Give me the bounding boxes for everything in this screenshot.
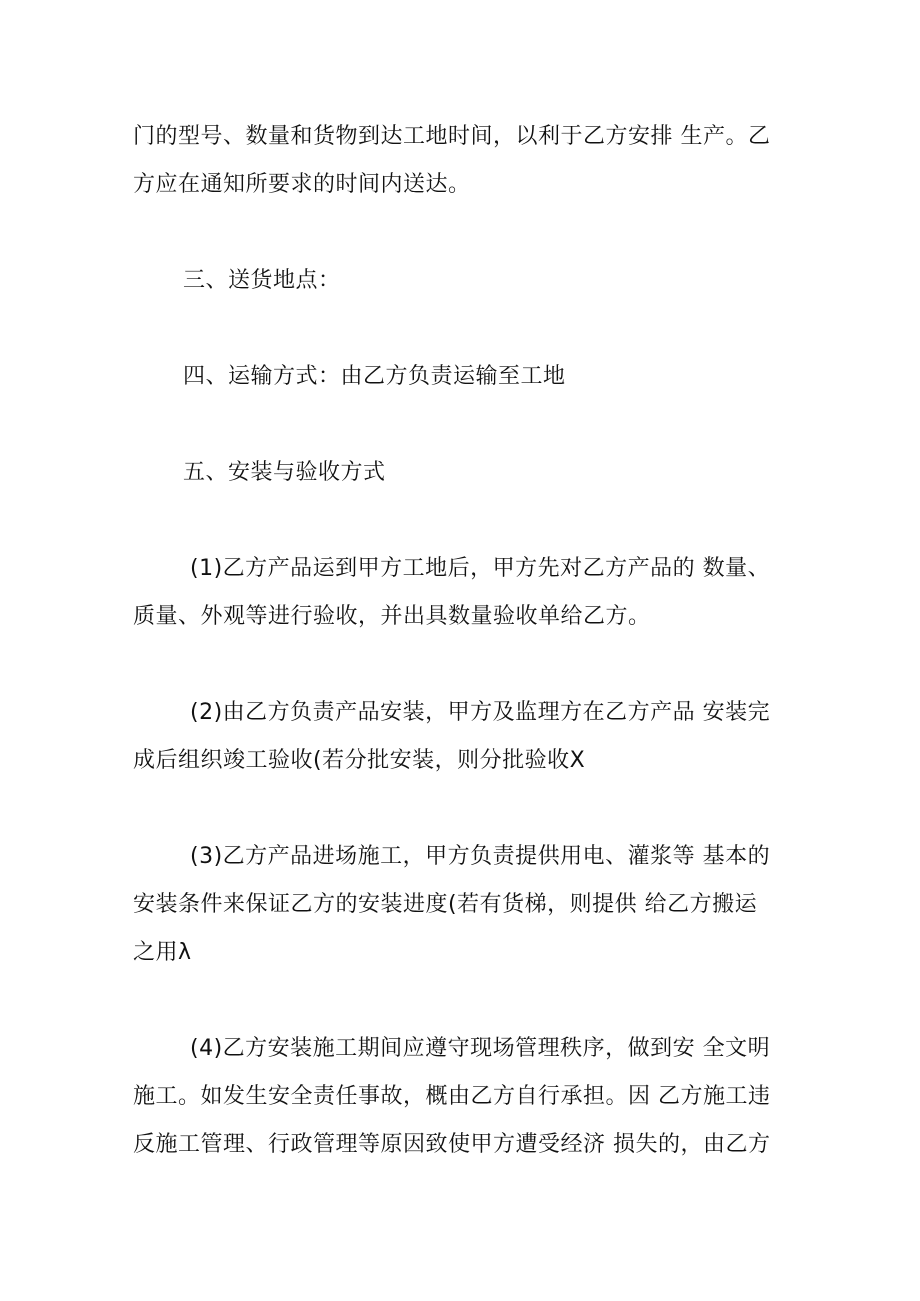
item-2-line: 成后组织竣工验收(若分批安装，则分批验收X [133, 748, 586, 773]
paragraph-line: 门的型号、数量和货物到达工地时间，以利于乙方安排 生产。乙 [133, 124, 771, 149]
item-3-line: 安装条件来保证乙方的安装进度(若有货梯，则提供 给乙方搬运 [133, 892, 758, 917]
item-1-line: (1)乙方产品运到甲方工地后，甲方先对乙方产品的 数量、 [190, 556, 771, 581]
section-heading-4: 四、运输方式：由乙方负责运输至工地 [183, 364, 566, 389]
paragraph-line: 方应在通知所要求的时间内送达。 [133, 172, 471, 197]
item-4-line: 施工。如发生安全责任事故，概由乙方自行承担。因 乙方施工违 [133, 1084, 771, 1109]
item-4-line: 反施工管理、行政管理等原因致使甲方遭受经济 损失的，由乙方 [133, 1132, 771, 1157]
item-1-line: 质量、外观等进行验收，并出具数量验收单给乙方。 [133, 604, 651, 629]
item-2-line: (2)由乙方负责产品安装，甲方及监理方在乙方产品 安装完 [190, 700, 771, 725]
item-3-line: (3)乙方产品进场施工，甲方负责提供用电、灌浆等 基本的 [190, 844, 771, 869]
item-3-line: 之用λ [133, 940, 192, 965]
item-4-line: (4)乙方安装施工期间应遵守现场管理秩序，做到安 全文明 [190, 1036, 771, 1061]
section-heading-3: 三、送货地点： [183, 268, 341, 293]
section-heading-5: 五、安装与验收方式 [183, 460, 386, 485]
